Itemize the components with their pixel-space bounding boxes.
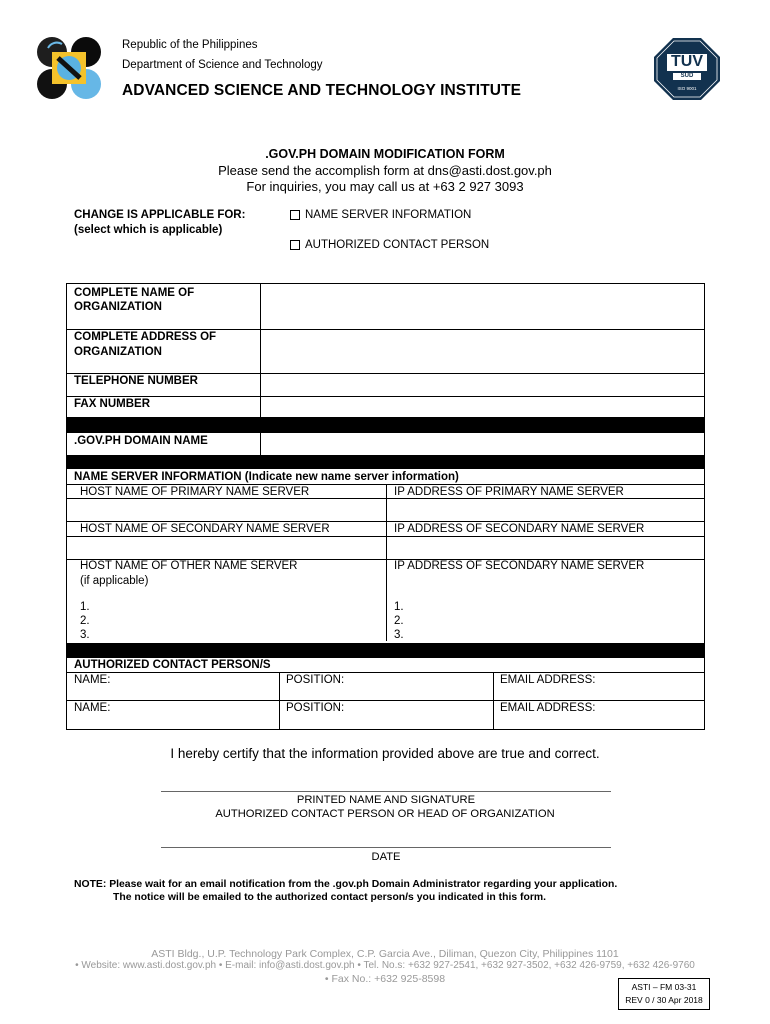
- form-code: ASTI – FM 03-31: [631, 982, 697, 992]
- date-caption: DATE: [371, 851, 401, 863]
- form-code-stamp: [618, 978, 710, 1010]
- date-line: [161, 847, 611, 848]
- org-address-label-1: COMPLETE ADDRESS OF: [74, 331, 217, 343]
- institute-name: ADVANCED SCIENCE AND TECHNOLOGY INSTITUTE: [122, 82, 522, 99]
- other-ip-label: IP ADDRESS OF SECONDARY NAME SERVER: [394, 560, 645, 572]
- contacts-section-title: AUTHORIZED CONTACT PERSON/S: [74, 659, 271, 671]
- note-line-1: NOTE: Please wait for an email notification from the .gov.ph Domain Administrator regarding your application.: [74, 879, 618, 890]
- tuv-sud-label: SUD: [680, 73, 694, 79]
- tuv-seal: [653, 37, 721, 101]
- telephone-label: TELEPHONE NUMBER: [74, 375, 198, 387]
- org-name-field[interactable]: [261, 284, 705, 329]
- contact-1-email-label[interactable]: EMAIL ADDRESS:: [500, 674, 596, 686]
- form-revision: REV 0 / 30 Apr 2018: [625, 995, 703, 1005]
- other-ip-3[interactable]: 3.: [394, 629, 404, 641]
- other-host-3[interactable]: 3.: [80, 629, 90, 641]
- secondary-host-label: HOST NAME OF SECONDARY NAME SERVER: [80, 523, 330, 535]
- signature-line: [161, 791, 611, 792]
- department-text: Department of Science and Technology: [122, 59, 323, 71]
- signature-caption: PRINTED NAME AND SIGNATURE: [296, 794, 476, 806]
- tuv-iso-label: ISO 9001: [677, 86, 697, 91]
- secondary-ip-label: IP ADDRESS OF SECONDARY NAME SERVER: [394, 523, 645, 535]
- change-hint: (select which is applicable): [74, 224, 223, 236]
- org-name-label-1: COMPLETE NAME OF: [74, 287, 195, 299]
- other-host-label: HOST NAME OF OTHER NAME SERVER: [80, 560, 298, 572]
- option-name-server-label: NAME SERVER INFORMATION: [305, 209, 472, 221]
- option-contact-person-label: AUTHORIZED CONTACT PERSON: [305, 239, 490, 251]
- org-address-field[interactable]: [261, 330, 705, 373]
- footer-contacts: • Website: www.asti.dost.gov.ph • E-mail: info@asti.dost.gov.ph • Tel. No.s: +632 927-2541, +632 927-3502, +632 426-9759, +632 426-9760: [75, 960, 695, 971]
- nameserver-section-title: NAME SERVER INFORMATION (Indicate new name server information): [74, 471, 459, 483]
- dost-logo: [36, 36, 102, 100]
- separator-bar: [67, 417, 704, 433]
- primary-ip-field[interactable]: [387, 499, 705, 521]
- primary-ip-label: IP ADDRESS OF PRIMARY NAME SERVER: [394, 486, 624, 498]
- separator-bar: [67, 455, 704, 469]
- tuv-label: TÜV: [671, 53, 703, 70]
- footer-address: ASTI Bldg., U.P. Technology Park Complex, C.P. Garcia Ave., Diliman, Quezon City, Philippines 1101: [151, 948, 619, 960]
- secondary-ip-field[interactable]: [387, 537, 705, 559]
- inquiry-instruction: For inquiries, you may call us at +63 2 927 3093: [246, 179, 524, 194]
- fax-label: FAX NUMBER: [74, 398, 151, 410]
- option-name-server[interactable]: [290, 209, 471, 221]
- fax-field[interactable]: [261, 397, 705, 417]
- domain-form-table: [66, 283, 705, 730]
- other-host-1[interactable]: 1.: [80, 601, 90, 613]
- contact-2-name-label[interactable]: NAME:: [74, 702, 111, 714]
- signature-caption-2: AUTHORIZED CONTACT PERSON OR HEAD OF ORGANIZATION: [215, 808, 555, 820]
- form-title: .GOV.PH DOMAIN MODIFICATION FORM: [265, 147, 505, 161]
- republic-text: Republic of the Philippines: [122, 39, 258, 51]
- primary-host-label: HOST NAME OF PRIMARY NAME SERVER: [80, 486, 310, 498]
- other-ip-1[interactable]: 1.: [394, 601, 404, 613]
- contact-1-position-label[interactable]: POSITION:: [286, 674, 345, 686]
- primary-host-field[interactable]: [67, 499, 386, 521]
- checkbox-contact-person[interactable]: [290, 240, 300, 250]
- secondary-host-field[interactable]: [67, 537, 386, 559]
- contact-1-name-label[interactable]: NAME:: [74, 674, 111, 686]
- org-address-label-2: ORGANIZATION: [74, 346, 162, 358]
- contact-2-email-label[interactable]: EMAIL ADDRESS:: [500, 702, 596, 714]
- change-label: CHANGE IS APPLICABLE FOR:: [74, 209, 246, 221]
- contact-2-position-label[interactable]: POSITION:: [286, 702, 345, 714]
- telephone-field[interactable]: [261, 374, 705, 396]
- separator-bar: [67, 643, 704, 658]
- submit-instruction: Please send the accomplish form at dns@asti.dost.gov.ph: [218, 163, 552, 178]
- other-ip-2[interactable]: 2.: [394, 615, 404, 627]
- footer-fax: • Fax No.: +632 925-8598: [324, 973, 446, 985]
- other-host-note: (if applicable): [80, 575, 149, 587]
- checkbox-name-server[interactable]: [290, 210, 300, 220]
- note-line-2: The notice will be emailed to the authorized contact person/s you indicated in this form.: [113, 892, 547, 903]
- option-contact-person[interactable]: [290, 239, 489, 251]
- org-name-label-2: ORGANIZATION: [74, 301, 162, 313]
- domain-field[interactable]: [261, 433, 705, 455]
- certify-statement: I hereby certify that the information provided above are true and correct.: [170, 746, 600, 761]
- domain-label: .GOV.PH DOMAIN NAME: [74, 435, 208, 447]
- other-host-2[interactable]: 2.: [80, 615, 90, 627]
